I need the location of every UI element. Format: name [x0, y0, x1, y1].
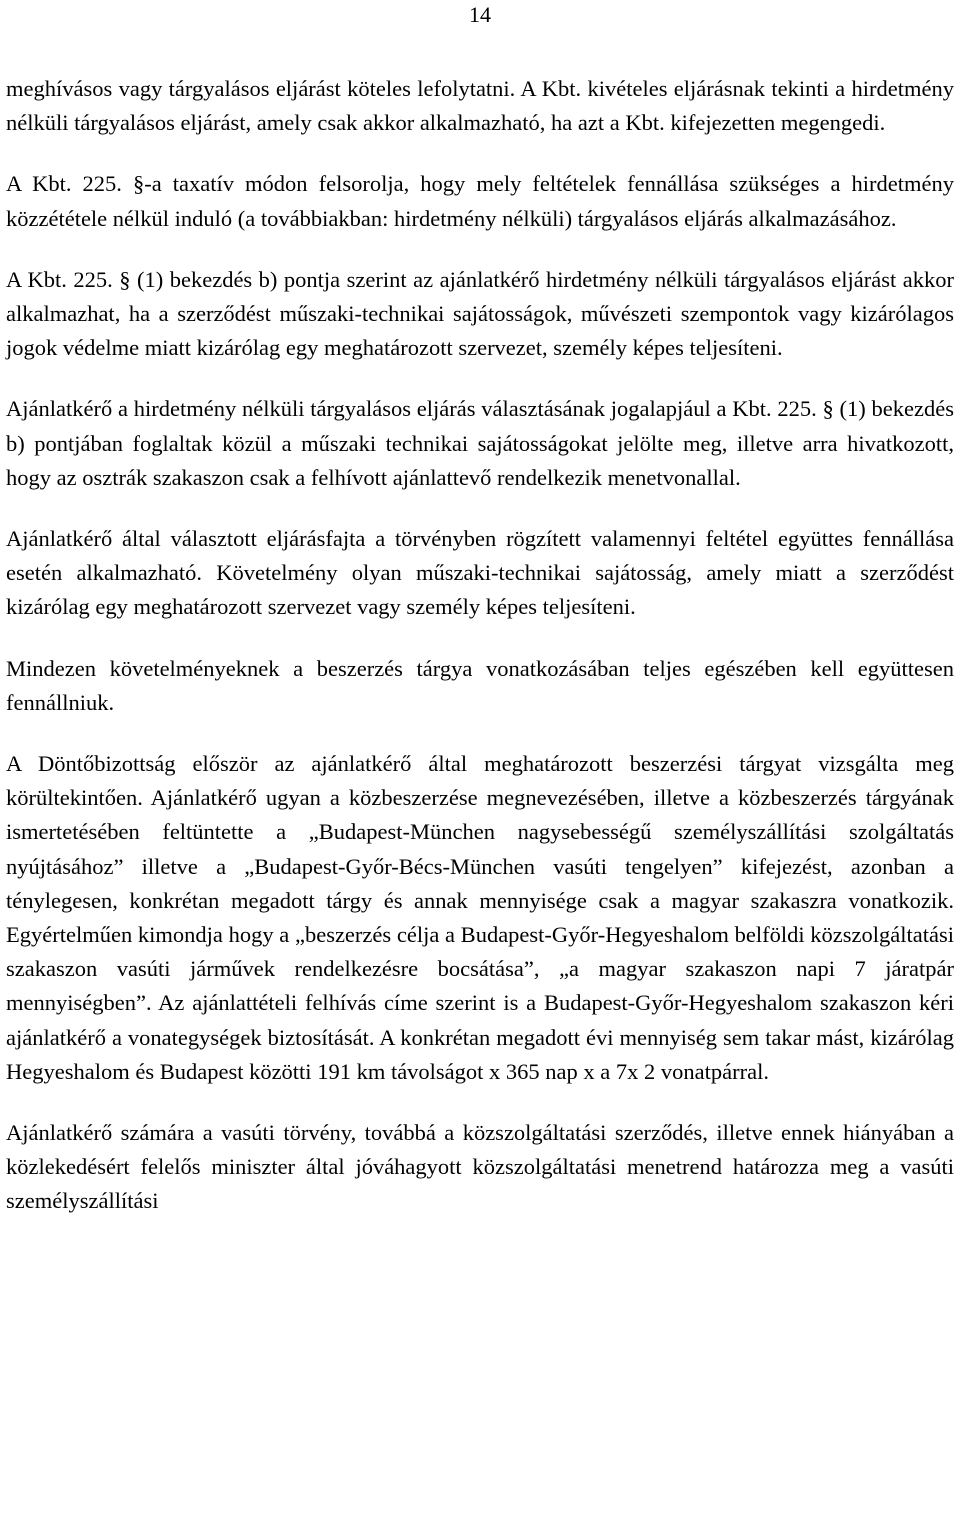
paragraph-2: A Kbt. 225. §-a taxatív módon felsorolja, hogy mely feltételek fennállása szükséges a hirdetmény közzététele nélkül induló (a továbbiakban: hirdetmény nélküli) tárgyalásos eljárás alkalmazásához. — [6, 171, 954, 231]
page-number: 14 — [469, 2, 491, 27]
paragraph-1: meghívásos vagy tárgyalásos eljárást köteles lefolytatni. A Kbt. kivételes eljárásnak tekinti a hirdetmény nélküli tárgyalásos eljárást, amely csak akkor alkalmazható, ha azt a Kbt. kifejezetten megengedi. — [6, 76, 954, 136]
paragraph-5: Ajánlatkérő által választott eljárásfajta a törvényben rögzített valamennyi feltétel együttes fennállása esetén alkalmazható. Követelmény olyan műszaki-technikai sajátosság, amely miatt a szerződést kizárólag egy meghatározott szervezet vagy személy képes teljesíteni. — [6, 526, 954, 620]
paragraph-6: Mindezen követelményeknek a beszerzés tárgya vonatkozásában teljes egészében kell együttesen fennállniuk. — [6, 655, 954, 715]
paragraph-7: A Döntőbizottság először az ajánlatkérő által meghatározott beszerzési tárgyat vizsgálta meg körültekintően. Ajánlatkérő ugyan a közbeszerzése megnevezésében, illetve a közbeszerzés tárgyának ismertetésében feltüntette a „Budapest-München nagysebességű személyszállítási szolgáltatás nyújtásához” illetve a „Budapest-Győr-Bécs-München vasúti tengelyen” kifejezést, azonban a ténylegesen, konkrétan megadott tárgy és annak mennyisége csak a magyar szakaszra vonatkozik. Egyértelműen kimondja hogy a „beszerzés célja a Budapest-Győr-Hegyeshalom belföldi közszolgáltatási szakaszon vasúti járművek rendelkezésre bocsátása”, „a magyar szakaszon napi 7 járatpár mennyiségben”. Az ajánlattételi felhívás címe szerint is a Budapest-Győr-Hegyeshalom szakaszon kéri ajánlatkérő a vonategységek biztosítását. A konkrétan megadott évi mennyiség sem takar mást, kizárólag Hegyeshalom és Budapest közötti 191 km távolságot x 365 nap x a 7x 2 vonatpárral. — [6, 751, 954, 1084]
paragraph-3: A Kbt. 225. § (1) bekezdés b) pontja szerint az ajánlatkérő hirdetmény nélküli tárgyalásos eljárást akkor alkalmazhat, ha a szerződést műszaki-technikai sajátosságok, művészeti szempontok vagy kizárólagos jogok védelme miatt kizárólag egy meghatározott szervezet, személy képes teljesíteni. — [6, 266, 954, 361]
paragraph-8: Ajánlatkérő számára a vasúti törvény, továbbá a közszolgáltatási szerződés, illetve ennek hiányában a közlekedésért felelős miniszter által jóváhagyott közszolgáltatási menetrend határozza meg a vasúti személyszállítási — [6, 1120, 954, 1214]
paragraph-4: Ajánlatkérő a hirdetmény nélküli tárgyalásos eljárás választásának jogalapjául a Kbt. 225. § (1) bekezdés b) pontjában foglaltak közül a műszaki technikai sajátosságokat jelölte meg, illetve arra hivatkozott, hogy az osztrák szakaszon csak a felhívott ajánlattevő rendelkezik menetvonallal. — [6, 396, 954, 490]
document-body — [6, 72, 954, 1246]
